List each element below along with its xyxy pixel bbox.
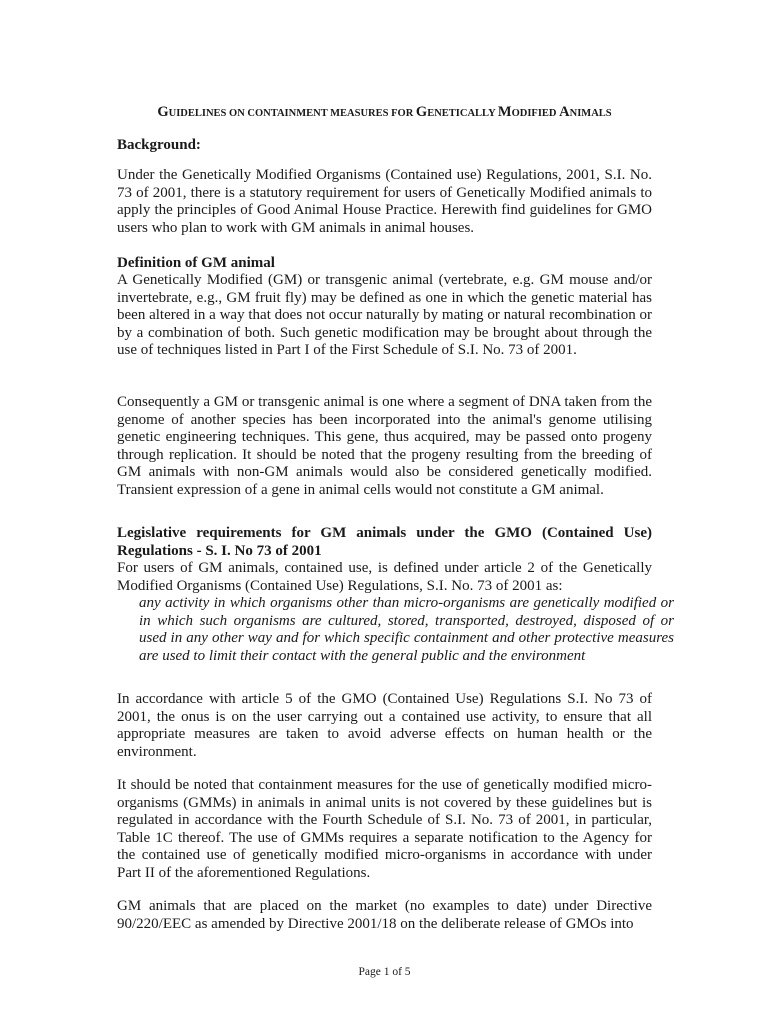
title-rest-4: NIMALS [569, 108, 612, 119]
article5-paragraph: In accordance with article 5 of the GMO (Contained Use) Regulations S.I. No 73 of 2001, the onus is on the user carrying out a contained use activity, to ensure that all appropriate measures are taken to avoid adverse effects on human health or the environment. [117, 691, 652, 760]
document-title [117, 104, 652, 121]
document-page [117, 0, 674, 1024]
background-heading: Background: [117, 137, 201, 153]
definition-heading: Definition of GM animal [117, 255, 275, 271]
title-rest-2: ENETICALLY [427, 108, 498, 119]
title-cap-1: G [157, 104, 169, 120]
title-rest-3: ODIFIED [511, 108, 560, 119]
background-paragraph: Under the Genetically Modified Organisms (Contained use) Regulations, 2001, S.I. No. 73 of 2001, there is a statutory requirement for users of Genetically Modified animals to apply the principles of Good Animal House Practice. Herewith find guidelines for GMO users who plan to work with GM animals in animal houses. [117, 167, 652, 236]
market-paragraph: GM animals that are placed on the market (no examples to date) under Directive 90/220/EEC as amended by Directive 2001/18 on the deliberate release of GMOs into [117, 898, 652, 932]
legislative-heading: Legislative requirements for GM animals under the GMO (Contained Use) Regulations - S. I. No 73 of 2001 [117, 525, 652, 559]
title-cap-3: M [497, 104, 512, 120]
page-number-footer: Page 1 of 5 [358, 966, 411, 978]
title-rest-1: UIDELINES ON CONTAINMENT MEASURES FOR [168, 108, 416, 119]
title-cap-2: G [415, 104, 428, 120]
legislative-paragraph: For users of GM animals, contained use, is defined under article 2 of the Genetically Modified Organisms (Contained Use) Regulations, S.I. No. 73 of 2001 as: [117, 560, 652, 594]
contained-use-definition-quote: any activity in which organisms other than micro-organisms are genetically modified or in which such organisms are cultured, stored, transported, destroyed, disposed of or used in any other way and for which specific containment and other protective measures are used to limit their contact with the general public and the environment [139, 595, 674, 664]
definition-paragraph-2: Consequently a GM or transgenic animal is one where a segment of DNA taken from the genome of another species has been incorporated into the animal's genome utilising genetic engineering techniques. This gene, thus acquired, may be passed onto progeny through replication. It should be noted that the progeny resulting from the breeding of GM animals with non-GM animals would also be considered genetically modified. Transient expression of a gene in animal cells would not constitute a GM animal. [117, 394, 652, 498]
definition-paragraph: A Genetically Modified (GM) or transgenic animal (vertebrate, e.g. GM mouse and/or invertebrate, e.g., GM fruit fly) may be defined as one in which the genetic material has been altered in a way that does not occur naturally by mating or natural recombination or by a combination of both. Such genetic modification may be brought about through the use of techniques listed in Part I of the First Schedule of S.I. No. 73 of 2001. [117, 272, 652, 359]
gmm-paragraph: It should be noted that containment measures for the use of genetically modified micro-organisms (GMMs) in animals in animal units is not covered by these guidelines but is regulated in accordance with the Fourth Schedule of S.I. No. 73 of 2001, in particular, Table 1C thereof. The use of GMMs requires a separate notification to the Agency for the contained use of genetically modified micro-organisms in accordance with under Part II of the aforementioned Regulations. [117, 777, 652, 881]
title-cap-4: A [559, 104, 570, 120]
